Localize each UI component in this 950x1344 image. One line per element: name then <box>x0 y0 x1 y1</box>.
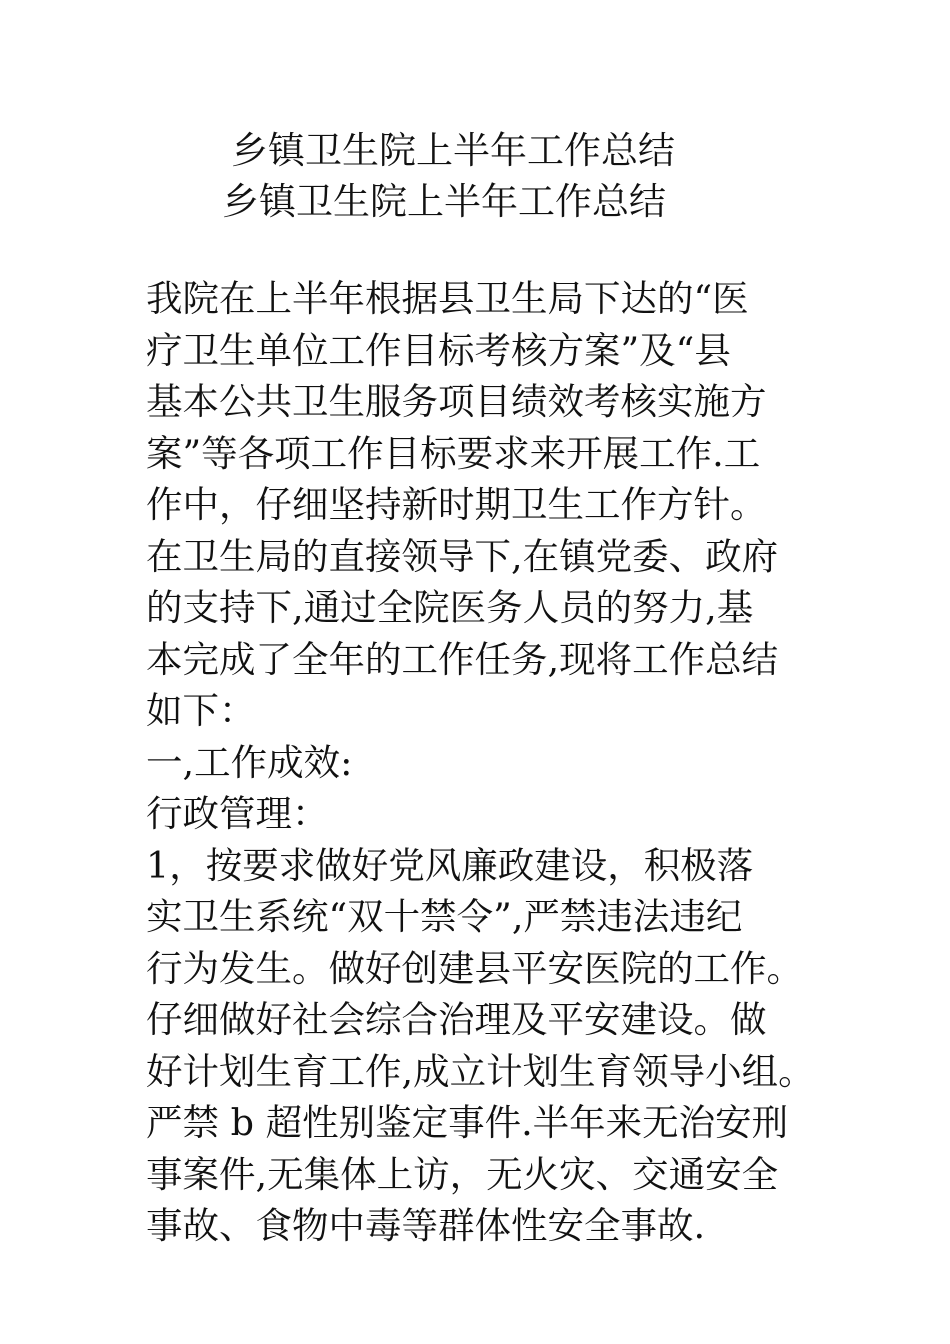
document-body <box>146 273 946 1252</box>
body-line: 疗卫生单位工作目标考核方案”及“县 <box>146 328 731 372</box>
body-line: 事故、食物中毒等群体性安全事故. <box>146 1204 706 1247</box>
section-heading: 一,工作成效: <box>146 740 353 784</box>
body-line: 我院在上半年根据县卫生局下达的“医 <box>146 277 749 320</box>
subsection-heading: 行政管理： <box>146 792 329 835</box>
body-line: 本完成了全年的工作任务,现将工作总结 <box>146 637 779 681</box>
document-subtitle: 乡镇卫生院上半年工作总结 <box>222 180 666 223</box>
body-line: 基本公共卫生服务项目绩效考核实施方 <box>146 380 767 423</box>
body-line: 作中，仔细坚持新时期卫生工作方针。 <box>146 483 767 526</box>
body-line: 仔细做好社会综合治理及平安建设。做 <box>146 998 767 1041</box>
body-line: 严禁 b 超性别鉴定事件.半年来无治安刑 <box>146 1101 789 1144</box>
body-line: 案”等各项工作目标要求来开展工作.工 <box>146 431 761 475</box>
body-line: 好计划生育工作,成立计划生育领导小组。 <box>146 1049 815 1093</box>
body-line: 的支持下,通过全院医务人员的努力,基 <box>146 586 754 629</box>
body-line: 如下： <box>146 689 256 732</box>
body-line: 在卫生局的直接领导下,在镇党委、政府 <box>146 534 779 578</box>
body-line: 1，按要求做好党风廉政建设，积极落 <box>146 843 754 887</box>
document-title: 乡镇卫生院上半年工作总结 <box>231 129 675 172</box>
body-line: 实卫生系统“双十禁令”,严禁违法违纪 <box>146 895 743 938</box>
body-line: 事案件,无集体上访，无火灾、交通安全 <box>146 1152 779 1196</box>
body-line: 行为发生。做好创建县平安医院的工作。 <box>146 946 803 990</box>
